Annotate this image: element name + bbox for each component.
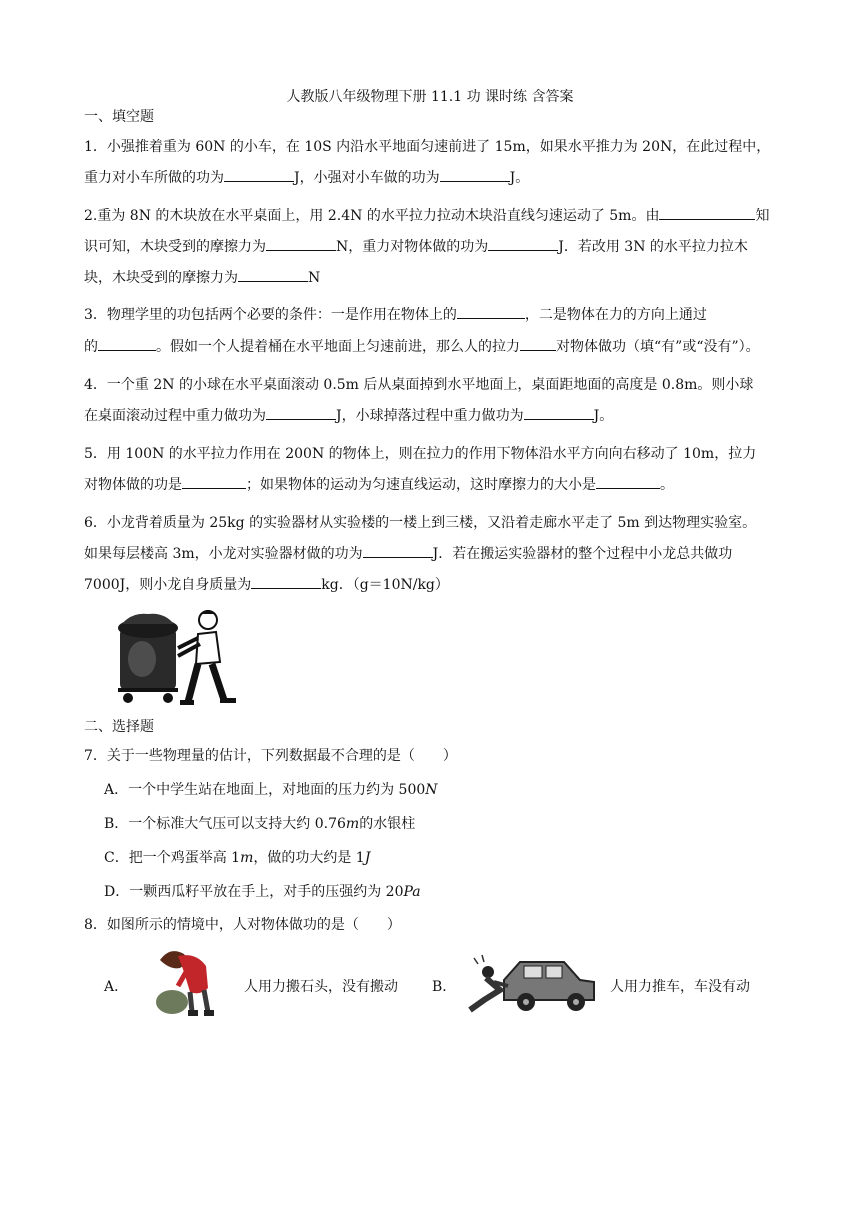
q7-option-d[interactable]: D．一颗西瓜籽平放在手上，对手的压强约为 20Pa	[104, 884, 421, 900]
q2-line1: 2.重为 8N 的木块放在水平桌面上，用 2.4N 的水平拉力拉动木块沿直线匀速运动了 5m。由 知	[84, 205, 769, 225]
q6-line1: 6．小龙背着质量为 25kg 的实验器材从实验楼的一楼上到三楼，又沿着走廊水平走了 5m 到达物理实验室。	[84, 515, 757, 531]
q8-option-b-label[interactable]: B．	[432, 979, 457, 995]
q1-blank2[interactable]	[440, 167, 510, 182]
q8-stem: 8．如图所示的情境中，人对物体做功的是（ ）	[84, 917, 401, 933]
q4-blank1[interactable]	[266, 405, 336, 420]
q4-blank2[interactable]	[524, 405, 594, 420]
q5-blank2[interactable]	[596, 474, 660, 489]
q7-option-c[interactable]: C．把一个鸡蛋举高 1m，做的功大约是 1J	[104, 850, 371, 866]
lifting-stone-figure	[150, 942, 222, 1022]
q7-option-a[interactable]: A．一个中学生站在地面上，对地面的压力约为 500N	[104, 782, 438, 798]
q2-line3: 块，木块受到的摩擦力为 N	[84, 267, 320, 287]
q2-blank4[interactable]	[238, 267, 308, 282]
q6-blank1[interactable]	[363, 543, 433, 558]
q5-line1: 5．用 100N 的水平拉力作用在 200N 的物体上，则在拉力的作用下物体沿水平方向向右移动了 10m，拉力	[84, 446, 757, 462]
q1-line1: 1．小强推着重为 60N 的小车，在 10S 内沿水平地面匀速前进了 15m，如果水平推力为 20N，在此过程中，	[84, 139, 771, 155]
q4-line1: 4．一个重 2N 的小球在水平桌面滚动 0.5m 后从桌面掉到水平地面上，桌面距地面的高度是 0.8m。则小球	[84, 377, 754, 393]
section-fill-in: 一、填空题	[84, 109, 154, 125]
q4-line2: 在桌面滚动过程中重力做功为 J，小球掉落过程中重力做功为 J。	[84, 405, 613, 425]
q3-blank1[interactable]	[457, 304, 525, 319]
q5-line2: 对物体做的功是 ；如果物体的运动为匀速直线运动，这时摩擦力的大小是 。	[84, 474, 674, 494]
q7-stem: 7．关于一些物理量的估计，下列数据最不合理的是（ ）	[84, 748, 457, 764]
page-title: 人教版八年级物理下册 11.1 功 课时练 含答案	[286, 89, 574, 105]
q8-option-a-label[interactable]: A．	[104, 979, 129, 995]
q5-blank1[interactable]	[182, 474, 246, 489]
q2-blank2[interactable]	[266, 236, 336, 251]
q8-option-a-text: 人用力搬石头，没有搬动	[244, 979, 398, 995]
section-multiple-choice: 二、选择题	[84, 719, 154, 735]
q2-blank3[interactable]	[488, 236, 558, 251]
q6-blank2[interactable]	[251, 574, 321, 589]
pushing-car-figure	[464, 950, 600, 1018]
q8-option-b-text: 人用力推车，车没有动	[610, 979, 750, 995]
q3-blank2[interactable]	[98, 336, 156, 351]
q7-option-b[interactable]: B．一个标准大气压可以支持大约 0.76m的水银柱	[104, 816, 416, 832]
q1-line2: 重力对小车所做的功为 J，小强对小车做的功为 J。	[84, 167, 529, 187]
q2-blank1[interactable]	[659, 205, 755, 220]
pushing-cart-figure	[112, 604, 242, 708]
q1-blank1[interactable]	[224, 167, 294, 182]
q6-line3: 7000J，则小龙自身质量为 kg．（g＝10N/kg）	[84, 574, 449, 594]
q6-line2: 如果每层楼高 3m，小龙对实验器材做的功为 J．若在搬运实验器材的整个过程中小龙总共做功	[84, 543, 732, 563]
q2-line2: 识可知，木块受到的摩擦力为 N，重力对物体做的功为 J．若改用 3N 的水平拉力拉木	[84, 236, 748, 256]
q3-blank3[interactable]	[520, 336, 556, 351]
q3-line2: 的 。假如一个人提着桶在水平地面上匀速前进，那么人的拉力 对物体做功（填“有”或“没有”）。	[84, 336, 760, 356]
q3-line1: 3．物理学里的功包括两个必要的条件：一是作用在物体上的 ，二是物体在力的方向上通过	[84, 304, 707, 324]
